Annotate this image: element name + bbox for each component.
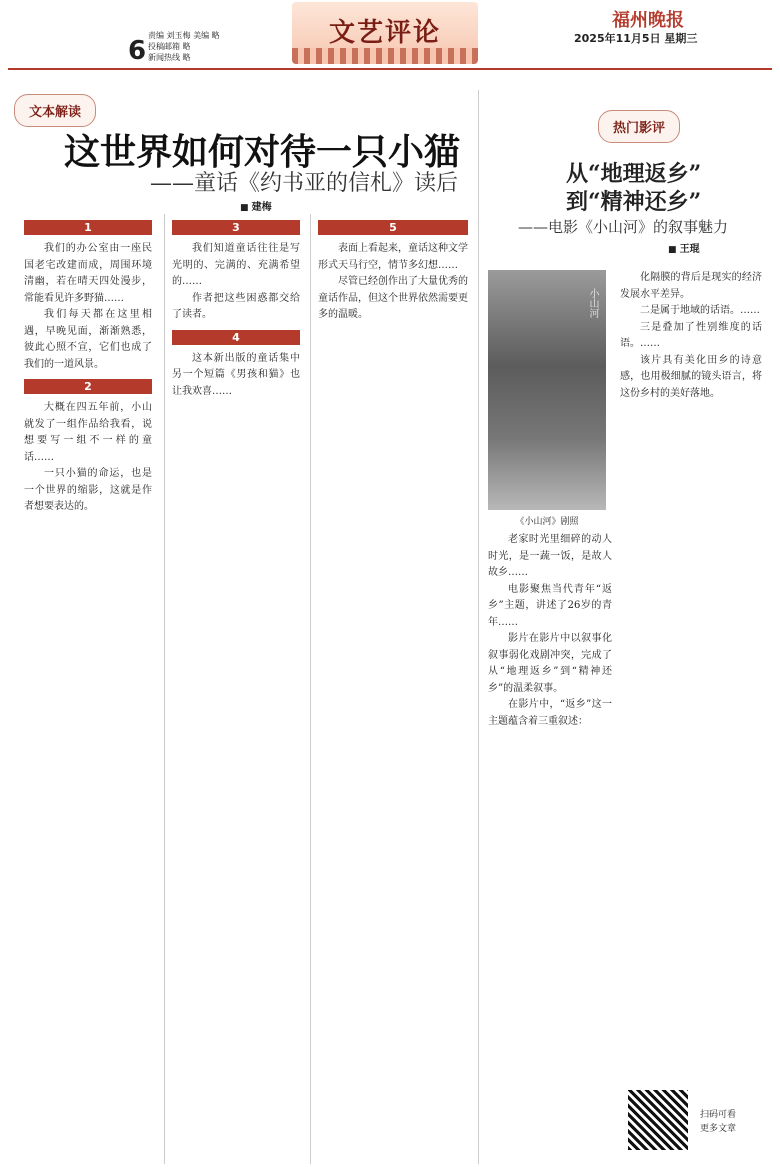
- film-review-author: ■ 王琨: [668, 240, 700, 255]
- paragraph: 一只小猫的命运，也是一个世界的缩影，这就是作者想要表达的。: [24, 468, 152, 512]
- page-header: [0, 0, 780, 78]
- paragraph: 作者把这些困惑都交给了读者。: [172, 292, 300, 320]
- paragraph: 该片具有美化田乡的诗意感，也用极细腻的镜头语言，将这份乡村的美好落地。: [620, 354, 762, 399]
- article-subtitle: ——童话《约书亚的信札》读后: [150, 171, 459, 196]
- film-review-title: 从“地理返乡” 到“精神还乡”: [566, 161, 702, 215]
- paragraph: 二是属于地域的话语。……: [640, 305, 760, 316]
- paragraph: 尽管已经创作出了大量优秀的童话作品，但这个世界依然需要更多的温暖。: [318, 276, 468, 320]
- banner-decoration: [292, 48, 478, 64]
- paragraph: 大概在四五年前，小山就发了一组作品给我看，说想要写一组不一样的童话……: [24, 402, 152, 463]
- qr-caption: 扫码可看 更多文章: [700, 1110, 737, 1134]
- photo-caption: 《小山河》剧照: [515, 517, 579, 527]
- section-banner: [292, 2, 478, 64]
- column-tag-left: 文本解读: [14, 94, 96, 127]
- film-still-photo: [488, 270, 606, 510]
- article-title: 这世界如何对待一只小猫: [64, 131, 461, 173]
- banner-title: 文艺评论: [328, 18, 441, 48]
- column-divider: [164, 214, 165, 1164]
- paragraph: 影片在影片中以叙事化叙事弱化戏剧冲突，完成了从“地理返乡”到“精神还乡”的温柔叙事。: [488, 633, 612, 694]
- paragraph: 我们的办公室由一座民国老宅改建而成，周围环境清幽，若在晴天四处漫步，常能看见许多野猫……: [24, 243, 152, 304]
- film-review-subtitle: ——电影《小山河》的叙事魅力: [518, 218, 729, 236]
- newspaper-logo: 福州晚报: [612, 10, 684, 31]
- header-rule: [8, 68, 772, 70]
- paragraph: 三是叠加了性别维度的话语。……: [620, 321, 762, 349]
- column-tag-right: 热门影评: [598, 110, 680, 143]
- paragraph: 表面上看起来，童话这种文学形式天马行空，情节多幻想……: [318, 243, 468, 271]
- article-column-2: [172, 214, 300, 1164]
- issue-date: 2025年11月5日 星期三: [574, 32, 698, 45]
- article-column-1: [24, 214, 152, 1164]
- paragraph: 这本新出版的童话集中另一个短篇《男孩和猫》也让我欢喜……: [172, 352, 300, 397]
- section-marker: 5: [318, 220, 468, 235]
- qr-code[interactable]: [628, 1090, 688, 1150]
- paragraph: 化隔膜的背后是现实的经济发展水平差异。: [620, 272, 762, 300]
- page-number: 6: [128, 36, 147, 66]
- review-column-1: [488, 532, 612, 1162]
- article-column-3: [318, 214, 468, 1164]
- section-marker: 2: [24, 379, 152, 394]
- photo-label: 小山河: [587, 288, 598, 318]
- section-marker: 3: [172, 220, 300, 235]
- paragraph: 电影聚焦当代青年“返乡”主题，讲述了26岁的青年……: [488, 583, 612, 628]
- paragraph: 老家时光里细碎的动人时光，是一蔬一饭，是故人故乡……: [488, 534, 612, 578]
- editor-info: 责编 刘玉梅 美编 略 投稿邮箱 略 新闻热线 略: [148, 31, 220, 62]
- article-divider: [478, 90, 479, 1164]
- paragraph: 在影片中，“返乡”这一主题蕴含着三重叙述：: [488, 699, 612, 727]
- column-divider: [310, 214, 311, 1164]
- paragraph: 我们知道童话往往是写光明的、完满的、充满希望的……: [172, 243, 300, 287]
- article-author: ■ 建梅: [240, 198, 272, 213]
- paragraph: 我们每天都在这里相遇，早晚见面，渐渐熟悉，彼此心照不宣，它们也成了我们的一道风景。: [24, 309, 152, 370]
- section-marker: 1: [24, 220, 152, 235]
- section-marker: 4: [172, 330, 300, 345]
- review-column-2: [620, 270, 762, 1080]
